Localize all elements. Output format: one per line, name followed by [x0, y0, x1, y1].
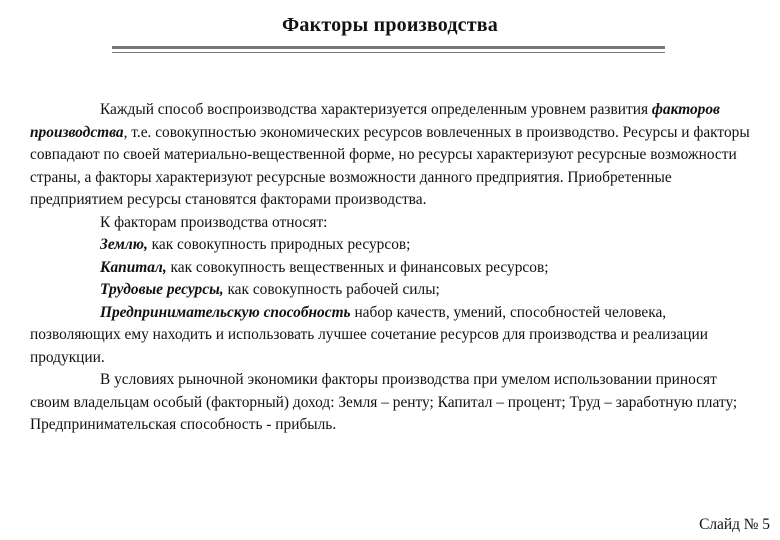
factor-description: как совокупность природных ресурсов;: [147, 236, 411, 253]
factor-item-land: [30, 234, 758, 257]
factor-item-labor: [30, 279, 758, 302]
paragraph-factor-income: В условиях рыночной экономики факторы производства при умелом использовании приносят своим владельцам особый (факторный) доход: Земля – ренту; Капитал – процент; Труд – заработную плату; Предпринимательская способность - прибыль.: [30, 371, 738, 433]
paragraph-definition-intro: Каждый способ воспроизводства характеризуется определенным уровнем развития: [100, 101, 652, 118]
factor-term: Землю,: [100, 236, 148, 253]
factor-description: набор качеств, умений, способностей человека, позволяющих ему находить и использовать лучшее сочетание ресурсов для производства и реализации продукции.: [30, 303, 708, 366]
factor-description: как совокупность рабочей силы;: [223, 281, 440, 298]
paragraph-definition: [30, 99, 758, 212]
factor-description: как совокупность вещественных и финансовых ресурсов;: [166, 258, 549, 276]
slide-title: Факторы производства: [282, 14, 498, 36]
slide-number: Слайд № 5: [699, 516, 770, 533]
term-factors-of-production: факторов производства: [30, 101, 720, 141]
factor-term: Предпринимательскую способность: [100, 303, 351, 321]
factor-term: Трудовые ресурсы,: [100, 281, 224, 298]
factor-item-entrepreneurship: [30, 302, 758, 370]
title-double-rule: [112, 46, 665, 53]
slide-body: [30, 99, 758, 437]
paragraph-factors-intro: К факторам производства относят:: [100, 213, 328, 231]
factor-term: Капитал,: [100, 258, 167, 276]
factor-item-capital: [30, 257, 758, 280]
paragraph-definition-rest: , т.е. совокупностью экономических ресурсов вовлеченных в производство. Ресурсы и факторы совпадают по своей материально-вещественной форме, но ресурсы характеризуют ресурсные возможности страны, а факторы характеризуют ресурсные возможности данного предприятия. Приобретенные предприятием ресурсы становятся факторами производства.: [30, 123, 750, 208]
